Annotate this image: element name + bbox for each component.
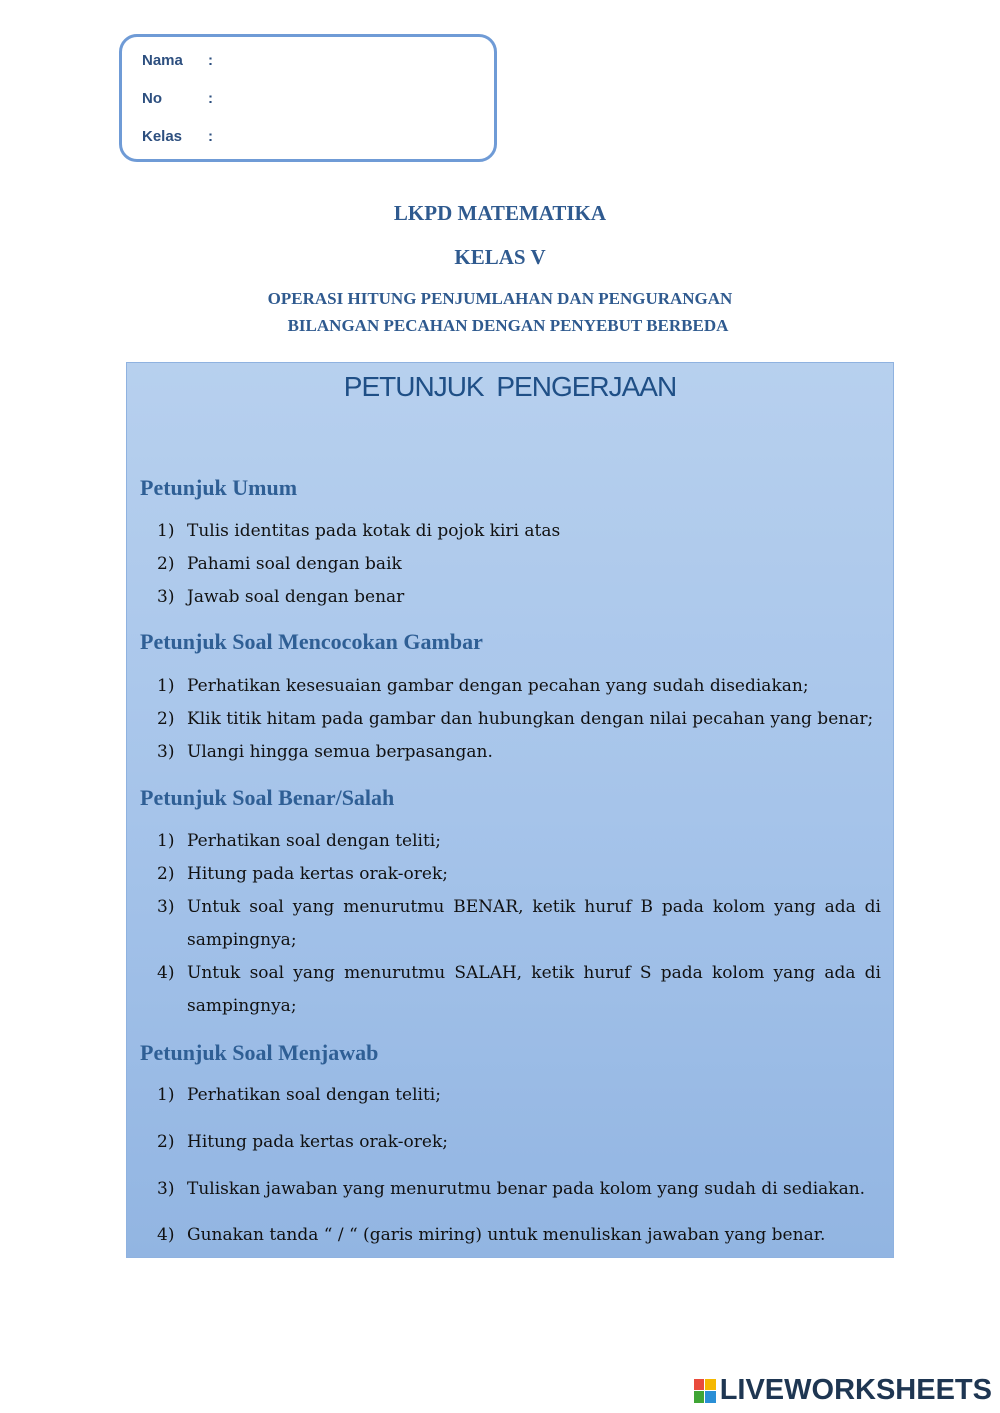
item-text: Pahami soal dengan baik <box>187 554 402 574</box>
item-number: 1) <box>157 1085 175 1105</box>
item-text: Gunakan tanda “ / “ (garis miring) untuk menuliskan jawaban yang benar. <box>187 1225 826 1245</box>
class-title: KELAS V <box>454 245 546 269</box>
list-item <box>157 515 881 548</box>
item-text: Tuliskan jawaban yang menurutmu benar pada kolom yang sudah di sediakan. <box>187 1179 866 1199</box>
item-text: Ulangi hingga semua berpasangan. <box>187 742 493 762</box>
section-heading-benar-salah: Petunjuk Soal Benar/Salah <box>140 785 395 810</box>
item-number: 3) <box>157 742 175 762</box>
list-item <box>157 548 881 581</box>
list-item <box>157 736 881 769</box>
section-heading-mencocokan: Petunjuk Soal Mencocokan Gambar <box>140 629 483 654</box>
instructions-panel <box>126 362 894 1258</box>
item-text: Jawab soal dengan benar <box>187 587 405 607</box>
item-text: Perhatikan soal dengan teliti; <box>187 1085 441 1105</box>
panel-title: PETUNJUK PENGERJAAN <box>343 371 677 402</box>
item-text: Perhatikan soal dengan teliti; <box>187 831 441 851</box>
item-text: Hitung pada kertas orak-orek; <box>187 864 448 884</box>
liveworksheets-logo-icon <box>694 1379 716 1403</box>
topic-line-1: OPERASI HITUNG PENJUMLAHAN DAN PENGURANGAN <box>267 289 733 308</box>
identity-label: No <box>142 90 162 107</box>
item-number: 2) <box>157 554 175 574</box>
logo-square <box>705 1391 716 1403</box>
identity-row-nama <box>142 52 213 69</box>
list-item <box>157 858 881 891</box>
list-item <box>157 1079 881 1112</box>
logo-square <box>705 1379 716 1391</box>
item-text: Perhatikan kesesuaian gambar dengan pecahan yang sudah disediakan; <box>187 676 809 696</box>
item-number: 3) <box>157 587 175 607</box>
identity-separator: : <box>208 90 213 107</box>
section-heading-menjawab: Petunjuk Soal Menjawab <box>140 1040 379 1065</box>
item-number: 4) <box>157 963 175 983</box>
brand-name: LIVEWORKSHEETS <box>719 1374 992 1406</box>
item-number: 2) <box>157 709 175 729</box>
identity-separator: : <box>208 52 213 69</box>
list-item <box>157 670 881 703</box>
identity-row-kelas <box>142 128 213 145</box>
identity-label: Nama <box>142 52 183 69</box>
liveworksheets-brand[interactable] <box>694 1374 992 1407</box>
list-item <box>157 703 881 736</box>
list-item <box>157 1173 881 1206</box>
item-text: Tulis identitas pada kotak di pojok kiri atas <box>187 521 561 541</box>
list-item <box>157 1219 881 1252</box>
item-number: 3) <box>157 897 175 917</box>
logo-square <box>694 1391 705 1403</box>
identity-box <box>119 34 497 162</box>
item-text: Untuk soal yang menurutmu BENAR, ketik huruf B pada kolom yang ada di sampingnya; <box>187 897 881 950</box>
section-heading-umum: Petunjuk Umum <box>140 475 298 500</box>
item-number: 2) <box>157 864 175 884</box>
item-number: 1) <box>157 831 175 851</box>
list-item <box>157 825 881 858</box>
logo-square <box>694 1379 705 1391</box>
item-text: Klik titik hitam pada gambar dan hubungkan dengan nilai pecahan yang benar; <box>187 709 874 729</box>
list-item <box>157 581 881 614</box>
item-number: 1) <box>157 676 175 696</box>
list-item <box>157 957 881 1023</box>
item-number: 1) <box>157 521 175 541</box>
list-item <box>157 1126 881 1159</box>
topic-line-2: BILANGAN PECAHAN DENGAN PENYEBUT BERBEDA <box>287 316 729 335</box>
item-number: 2) <box>157 1132 175 1152</box>
item-text: Untuk soal yang menurutmu SALAH, ketik huruf S pada kolom yang ada di sampingnya; <box>187 963 881 1016</box>
item-number: 4) <box>157 1225 175 1245</box>
document-title: LKPD MATEMATIKA <box>393 201 607 225</box>
item-text: Hitung pada kertas orak-orek; <box>187 1132 448 1152</box>
list-item <box>157 891 881 957</box>
identity-label: Kelas <box>142 128 183 145</box>
identity-separator: : <box>208 128 213 145</box>
item-number: 3) <box>157 1179 175 1199</box>
identity-row-no <box>142 90 213 107</box>
